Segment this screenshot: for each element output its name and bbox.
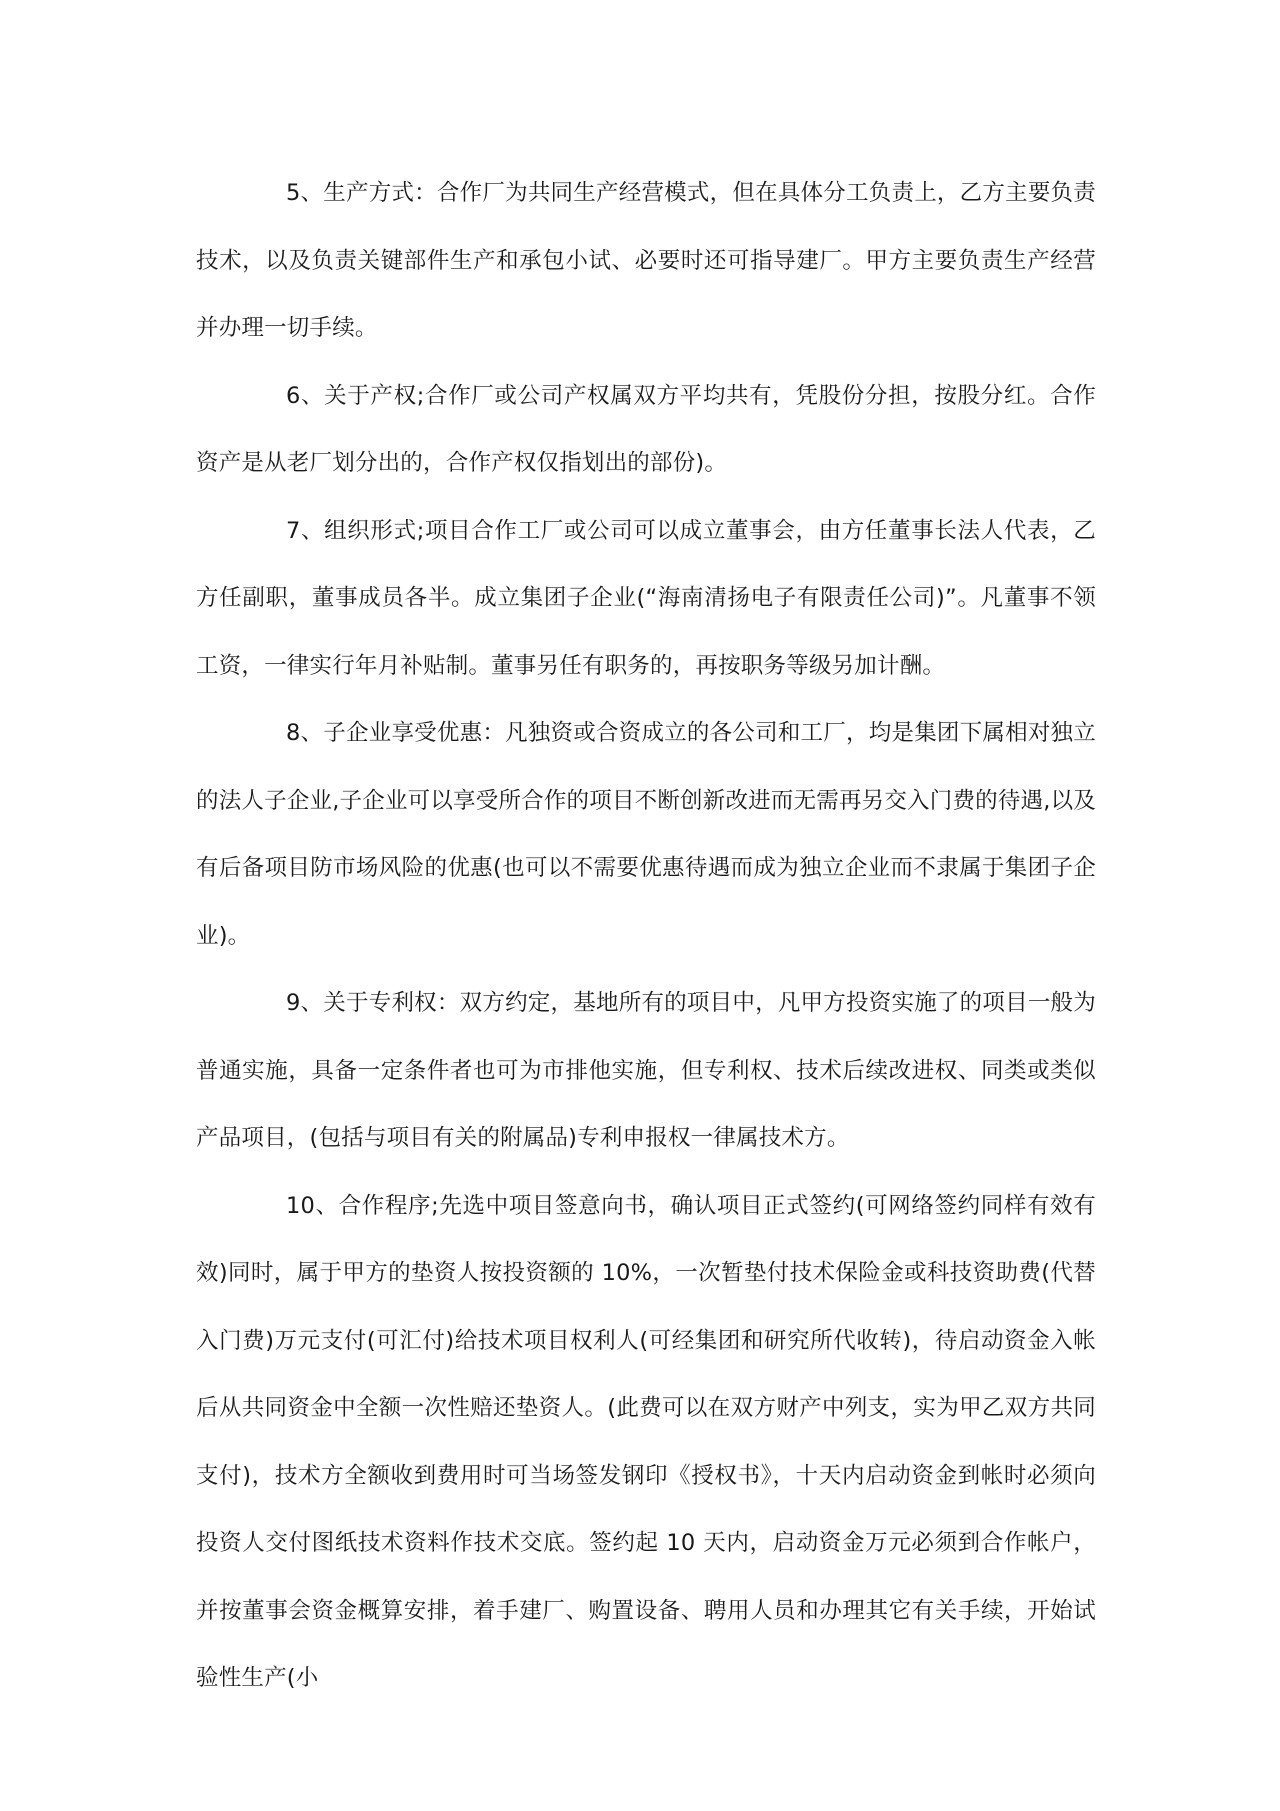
paragraph-subsidiary-benefits: 8、子企业享受优惠：凡独资或合资成立的各公司和工厂，均是集团下属相对独立的法人子企业,子企业可以享受所合作的项目不断创新改进而无需再另交入门费的待遇,以及有后备项目防市场风险的优惠(也可以不需要优惠待遇而成为独立企业而不隶属于集团子企业)。 xyxy=(196,720,1097,949)
paragraph-property-rights: 6、关于产权;合作厂或公司产权属双方平均共有，凭股份分担，按股分红。合作资产是从老厂划分出的，合作产权仅指划出的部份)。 xyxy=(196,382,1096,476)
document-body xyxy=(196,160,1096,1713)
paragraph-patent-rights: 9、关于专利权：双方约定，基地所有的项目中，凡甲方投资实施了的项目一般为普通实施，具备一定条件者也可为市排他实施，但专利权、技术后续改进权、同类或类似产品项目，(包括与项目有关的附属品)专利申报权一律属技术方。 xyxy=(196,990,1096,1151)
paragraph-organization-form: 7、组织形式;项目合作工厂或公司可以成立董事会，由方任董事长法人代表，乙方任副职，董事成员各半。成立集团子企业(“海南清扬电子有限责任公司)”。凡董事不领工资，一律实行年月补贴制。董事另任有职务的，再按职务等级另加计酬。 xyxy=(196,517,1096,679)
paragraph-production-mode: 5、生产方式：合作厂为共同生产经营模式，但在具体分工负责上，乙方主要负责技术，以及负责关键部件生产和承包小试、必要时还可指导建厂。甲方主要负责生产经营并办理一切手续。 xyxy=(196,180,1096,341)
paragraph-cooperation-procedure: 10、合作程序;先选中项目签意向书，确认项目正式签约(可网络签约同样有效有效)同时，属于甲方的垫资人按投资额的 10%，一次暂垫付技术保险金或科技资助费(代替入门费)万元支付(可汇付)给技术项目权利人(可经集团和研究所代收转)，待启动资金入帐后从共同资金中全额一次性赔还垫资人。(此费可以在双方财产中列支，实为甲乙双方共同支付)，技术方全额收到费用时可当场签发钢印《授权书》，十天内启动资金到帐时必须向投资人交付图纸技术资料作技术交底。签约起 10 天内，启动资金万元必须到合作帐户，并按董事会资金概算安排，着手建厂、购置设备、聘用人员和办理其它有关手续，开始试验性生产(小 xyxy=(196,1192,1096,1691)
